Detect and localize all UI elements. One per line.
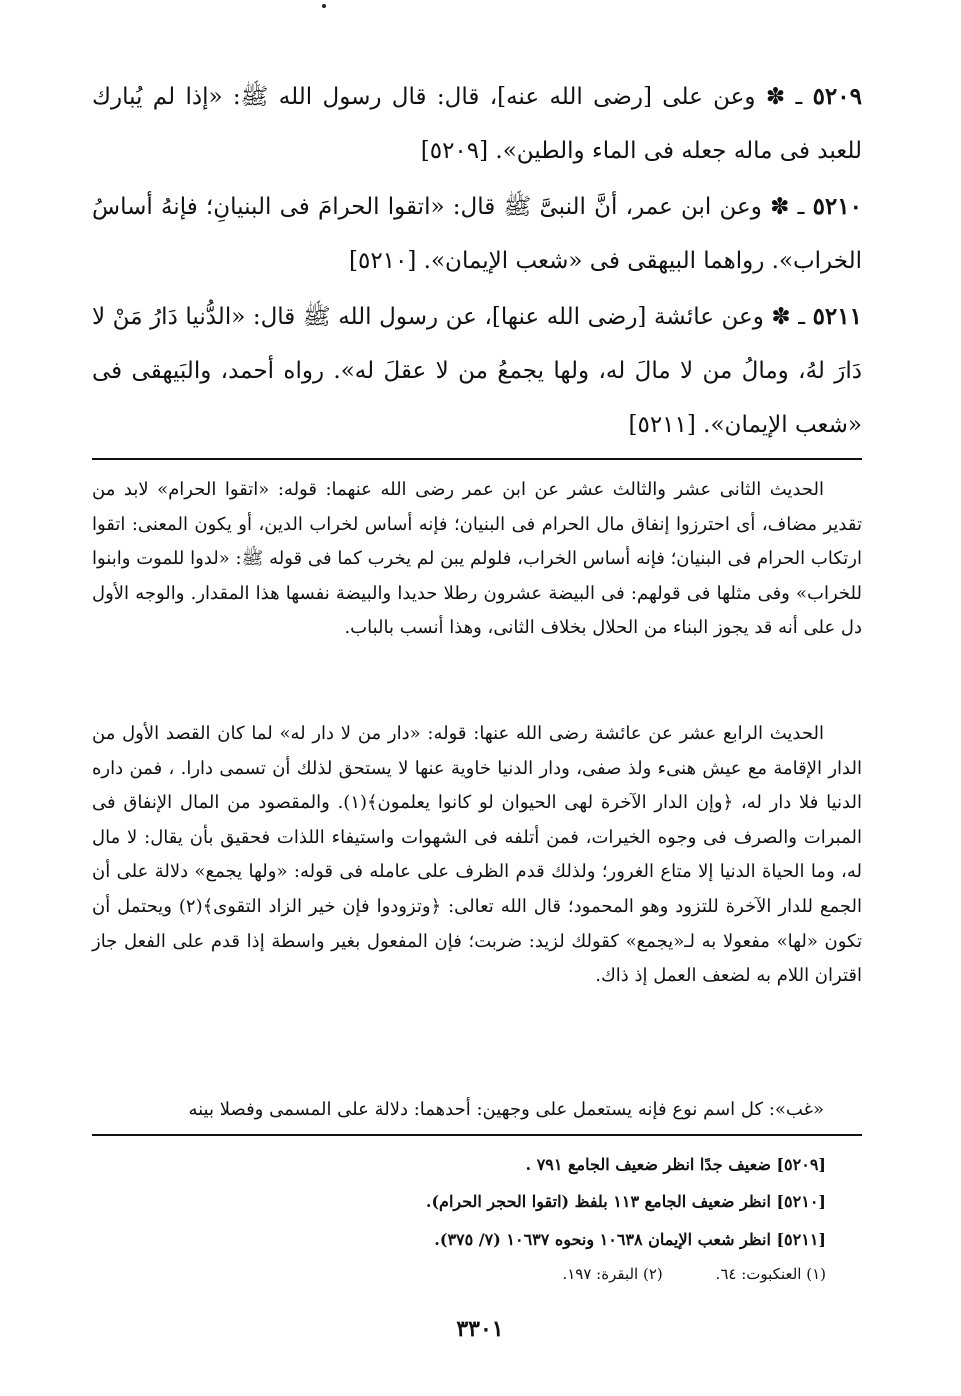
verse-note-2: (٢) البقرة: ١٩٧.: [562, 1265, 663, 1283]
hadith-number: ٥٢١١: [812, 303, 862, 330]
footnote-divider: [92, 1134, 862, 1136]
page-number: ٣٣٠١: [456, 1316, 504, 1342]
hadith-5211: [92, 290, 862, 452]
hadith-text: ـ ✽ وعن عائشة [رضى الله عنها]، عن رسول الله ﷺ قال: «الدُّنيا دَارُ مَنْ لا دَارَ لهُ، ومالُ من لا مالَ له، ولها يجمعُ من لا عقلَ له». رواه أحمد، والبَيهقى فى «شعب الإيمان». [٥٢١١]: [92, 304, 862, 438]
footnote-5211: [٥٢١١] انظر شعب الإيمان ١٠٦٣٨ ونحوه ١٠٦٣٧ (٧/ ٣٧٥).: [434, 1230, 826, 1249]
hadith-text: ـ ✽ وعن ابن عمر، أنَّ النبىَّ ﷺ قال: «اتقوا الحرامَ فى البنيانِ؛ فإنهُ أساسُ الخراب». رواهما البيهقى فى «شعب الإيمان». [٥٢١٠]: [92, 194, 862, 274]
footnote-5210: [٥٢١٠] انظر ضعيف الجامع ١١٣ بلفظ (اتقوا الحجر الحرام).: [425, 1192, 826, 1211]
commentary-paragraph-2: الحديث الرابع عشر عن عائشة رضى الله عنها: قوله: «دار من لا دار له» لما كان القصد الأول من الدار الإقامة مع عيش هنىء ولذ صفى، ودار الدنيا خاوية عنها لا يستحق لذلك أن تسمى دارا. ، فمن داره الدنيا فلا دار له، ﴿وإن الدار الآخرة لهى الحيوان لو كانوا يعلمون﴾(١). والمقصود من المال الإنفاق فى المبرات والصرف فى وجوه الخيرات، فمن أتلفه فى الشهوات واستيفاء اللذات فحقيق بأن يقال: لا مال له، وما الحياة الدنيا إلا متاع الغرور؛ ولذلك قدم الظرف على عامله فى قوله: «ولها يجمع» دلالة على أن الجمع للدار الآخرة للتزود وهو المحمود؛ قال الله تعالى: ﴿وتزودوا فإن خير الزاد التقوى﴾(٢) ويحتمل أن تكون «لها» مفعولا به لـ«يجمع» كقولك لزيد: ضربت؛ فإن المفعول بغير واسطة إذا قدم على الفعل جاز اقتران اللام به لضعف العمل إذ ذاك.: [92, 723, 862, 987]
verse-notes: [92, 1264, 862, 1284]
hadith-5209: [92, 70, 862, 178]
verse-note-1: (١) العنكبوت: ٦٤.: [715, 1265, 826, 1283]
section-divider: [92, 458, 862, 460]
hadith-number: ٥٢١٠: [812, 193, 862, 220]
commentary-paragraph-3: «غب»: كل اسم نوع فإنه يستعمل على وجهين: أحدهما: دلالة على المسمى وفصلا بينه: [188, 1099, 824, 1120]
hadith-5210: [92, 180, 862, 288]
footnote-5209: [٥٢٠٩] ضعيف جدًا انظر ضعيف الجامع ٧٩١ .: [525, 1155, 826, 1174]
hadith-number: ٥٢٠٩: [812, 83, 862, 110]
ink-dot: [322, 4, 326, 8]
hadith-text: ـ ✽ وعن على [رضى الله عنه]، قال: قال رسول الله ﷺ: «إذا لم يُبارك للعبد فى ماله جعله فى الماء والطين». [٥٢٠٩]: [92, 84, 862, 164]
commentary-paragraph-1: الحديث الثانى عشر والثالث عشر عن ابن عمر رضى الله عنهما: قوله: «اتقوا الحرام» لابد من تقدير مضاف، أى احترزوا إنفاق مال الحرام فى البنيان؛ فإنه أساس لخراب الدين، أو يكون المعنى: اتقوا ارتكاب الحرام فى البنيان؛ فإنه أساس الخراب، فلولم يبن لم يخرب كما فى قوله ﷺ: «لدوا للموت وابنوا للخراب» وفى مثلها فى قولهم: فى البيضة عشرون رطلا حديدا والبيضة نفسها هذا المقدار. والوجه الأول دل على أنه قد يجوز البناء من الحلال بخلاف الثانى، وهذا أنسب بالباب.: [92, 479, 862, 639]
